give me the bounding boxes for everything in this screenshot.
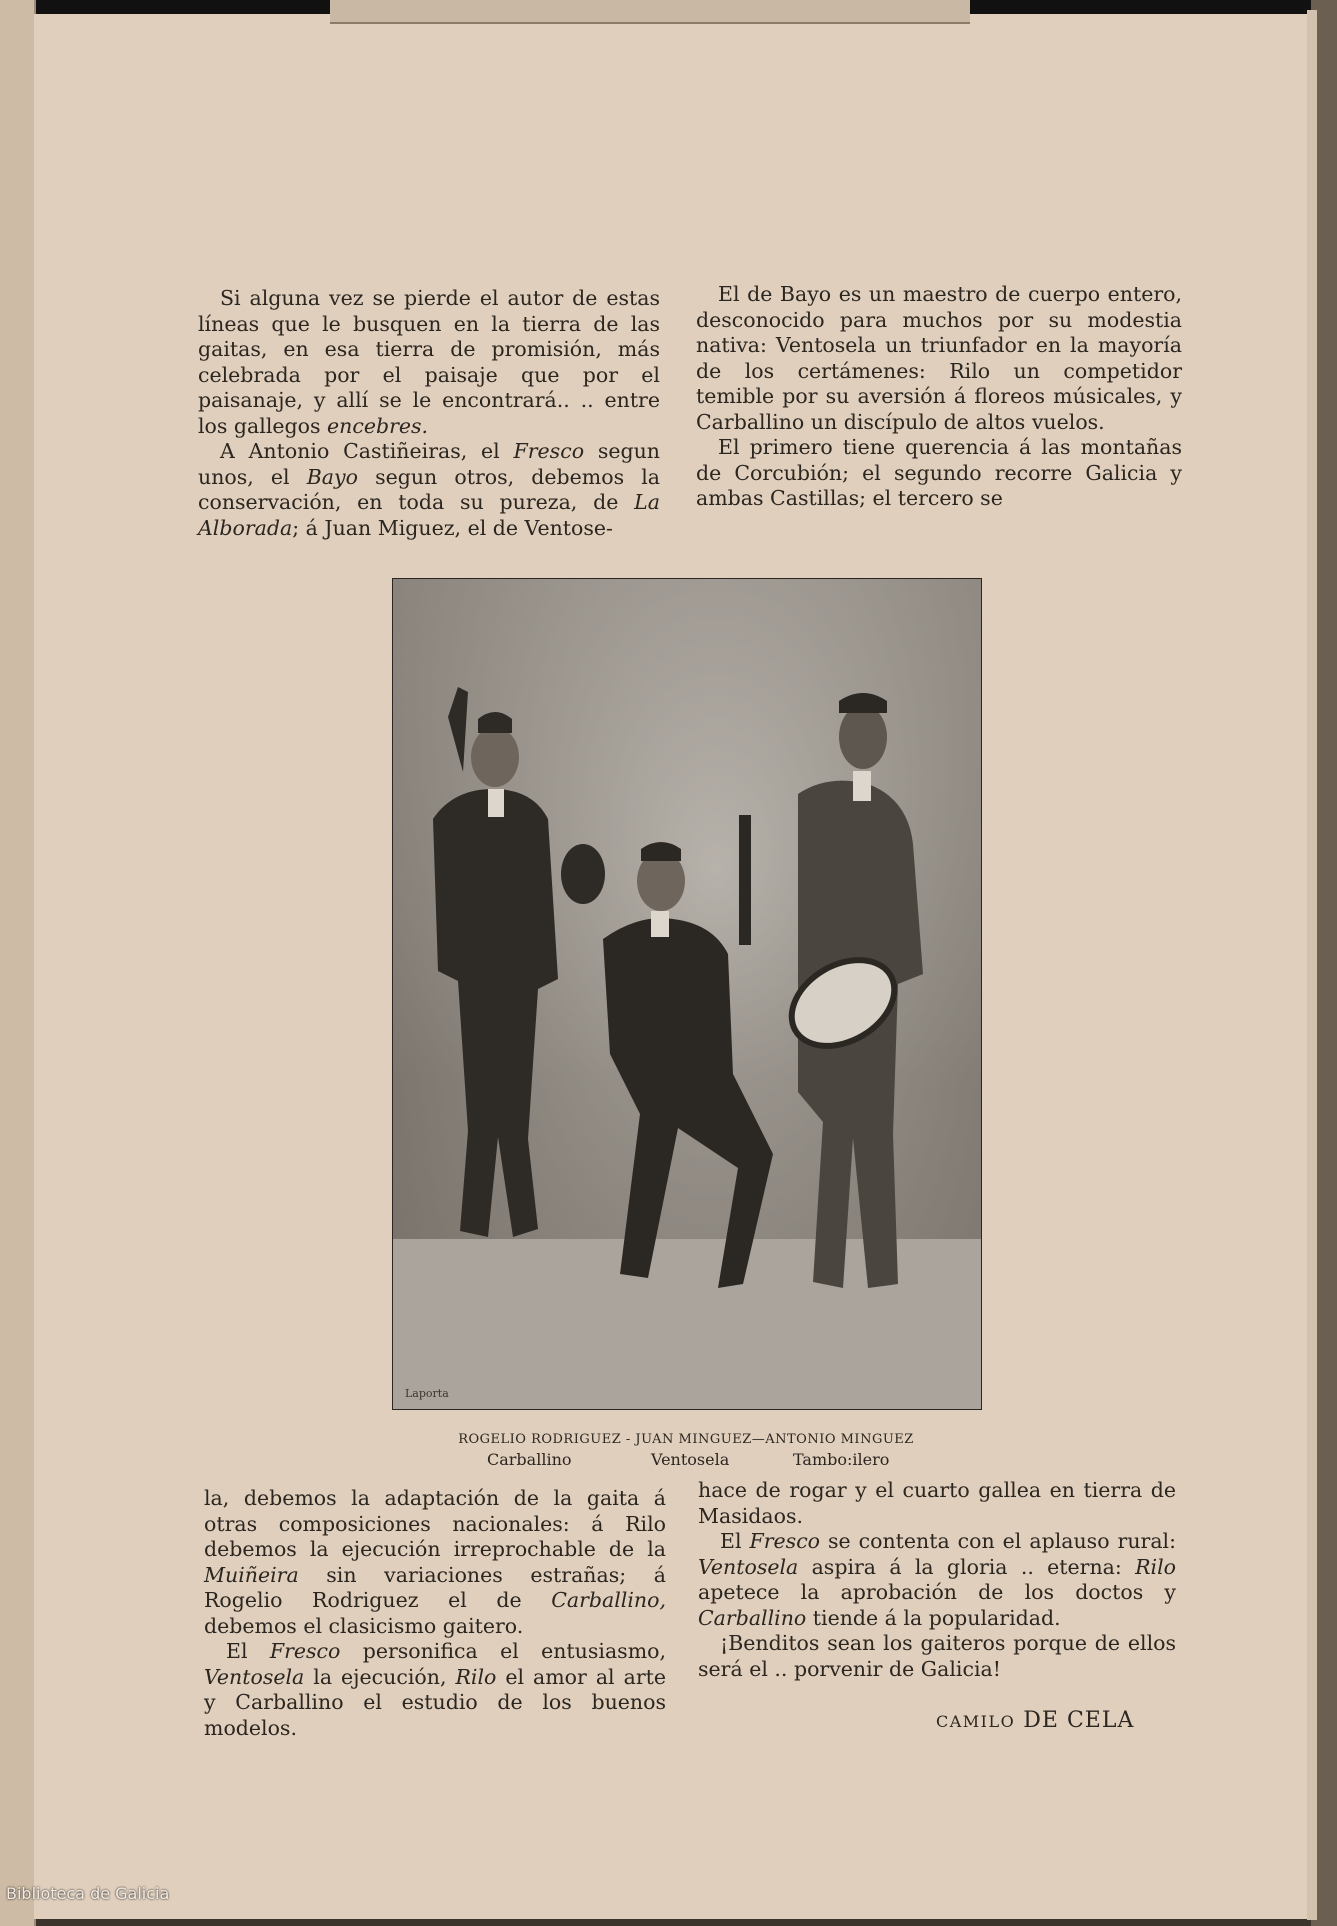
photograph-gaiteros	[392, 578, 982, 1410]
paragraph: A Antonio Castiñeiras, el Fresco segun unos, el Bayo segun otros, debemos la conservación, en toda su pureza, de La Alborada; á Juan Miguez, el de Ventose-	[198, 439, 661, 540]
column-left-bottom	[204, 1486, 666, 1741]
caption-place-carballino: Carballino	[487, 1450, 572, 1469]
photo-caption-names: ROGELIO RODRIGUEZ - JUAN MINGUEZ—ANTONIO MINGUEZ	[458, 1432, 914, 1447]
paragraph: El Fresco personifica el entusiasmo, Ventosela la ejecución, Rilo el amor al arte y Carballino el estudio de los buenos modelos.	[204, 1639, 666, 1740]
paragraph: El primero tiene querencia á las montañas de Corcubión; el segundo recorre Galicia y ambas Castillas; el tercero se	[696, 435, 1182, 510]
column-right-bottom	[698, 1478, 1176, 1682]
paragraph: la, debemos la adaptación de la gaita á otras composiciones nacionales: á Rilo debemos la ejecución irreprochable de la Muiñeira sin variaciones estrañas; á Rogelio Rodriguez el de Carballino, debemos el clasicismo gaitero.	[204, 1486, 666, 1638]
paragraph: ¡Benditos sean los gaiteros porque de ellos será el .. porvenir de Galicia!	[698, 1631, 1176, 1681]
column-right-top	[696, 282, 1182, 512]
caption-place-ventosela: Ventosela	[651, 1450, 730, 1469]
page-right-fold	[1307, 10, 1317, 1920]
author-signature: CAMILO DE CELA	[936, 1708, 1135, 1733]
library-watermark: Biblioteca de Galicia	[6, 1884, 170, 1903]
engraver-mark: Laporta	[405, 1387, 449, 1400]
previous-page-edge	[330, 0, 970, 24]
paragraph: El Fresco se contenta con el aplauso rural: Ventosela aspira á la gloria .. eterna: Rilo apetece la aprobación de los doctos y Carballino tiende á la popularidad.	[698, 1529, 1177, 1630]
paragraph: hace de rogar y el cuarto gallea en tierra de Masidaos.	[698, 1478, 1176, 1528]
binding-strip	[0, 0, 36, 1926]
caption-place-tamborilero: Tambo:ilero	[793, 1450, 890, 1469]
paragraph: El de Bayo es un maestro de cuerpo entero, desconocido para muchos por su modestia nativa: Ventosela un triunfador en la mayoría de los certámenes: Rilo un competidor temible por su aversión á floreos músicales, y Carballino un discípulo de altos vuelos.	[696, 282, 1182, 434]
paragraph: Si alguna vez se pierde el autor de estas líneas que le busquen en la tierra de las gaitas, en esa tierra de promisión, más celebrada por el paisaje que por el paisanaje, y allí se le encontrará.. .. entre los gallegos encebres.	[198, 286, 660, 438]
column-left-top	[198, 286, 660, 541]
